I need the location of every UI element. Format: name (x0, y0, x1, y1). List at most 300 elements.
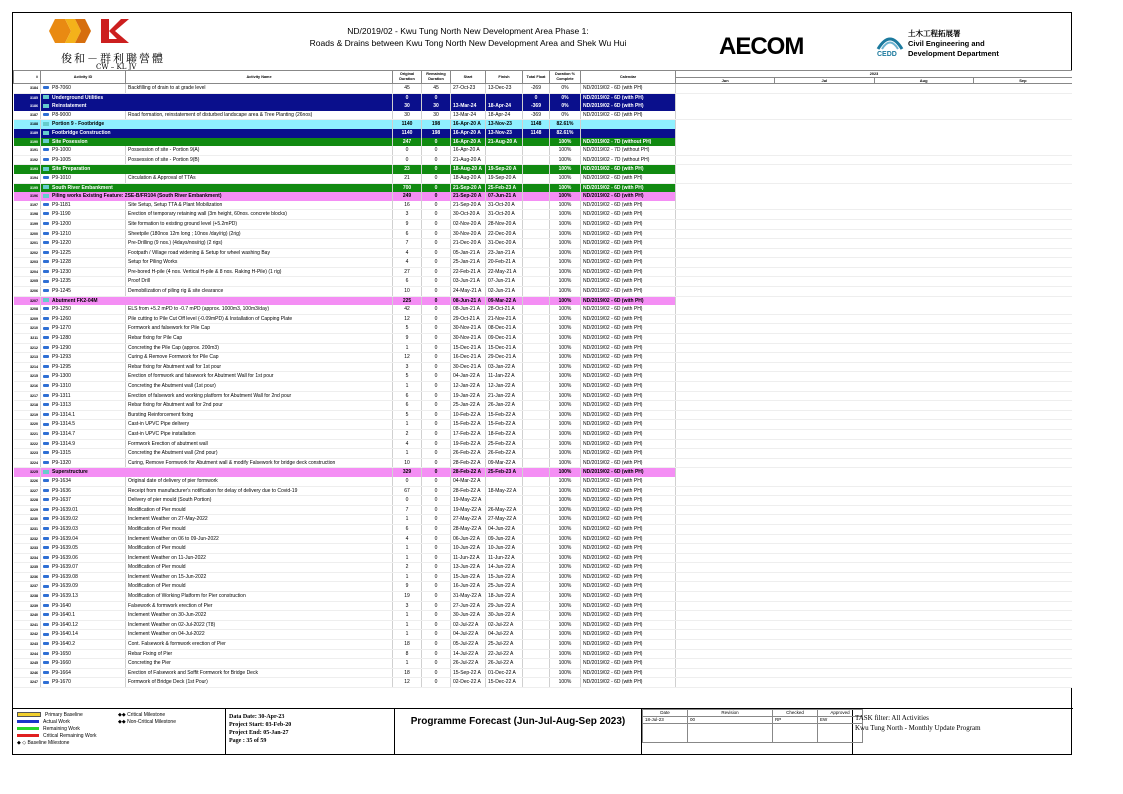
table-row[interactable] (14, 362, 1073, 372)
finish-date: 18-Apr-24 (486, 102, 523, 111)
activity-name: Pile cutting to Pile Cut Off level (-0.09mPD) & Installation of Capping Plate (126, 314, 393, 324)
calendar: ND/2019/02 - 6D (with PH) (581, 544, 676, 554)
noncritical-milestone-icon: ◆◆ (118, 719, 128, 725)
total-float (523, 219, 550, 229)
document-page (12, 12, 1072, 755)
percent-complete: 100% (550, 640, 581, 650)
table-row[interactable] (14, 324, 1073, 334)
remaining-duration: 0 (422, 505, 451, 515)
start-date: 08-Jun-21 A (451, 305, 486, 314)
activity-id-text: P9-1315 (52, 450, 71, 457)
table-row[interactable] (14, 129, 1073, 138)
remaining-duration: 0 (422, 524, 451, 534)
activity-id-text: P9-1314.9 (52, 440, 76, 447)
start-date: 15-Feb-22 A (451, 420, 486, 430)
table-row[interactable] (14, 592, 1073, 602)
activity-name: Curing, Remove Formwork for Abutment wall & modify Falsework for bridge deck construction (126, 458, 393, 468)
table-row[interactable] (14, 477, 1073, 486)
rev-header-date: Date (643, 710, 688, 717)
table-row[interactable] (14, 219, 1073, 229)
table-row[interactable] (14, 668, 1073, 678)
calendar: ND/2019/02 - 6D (with PH) (581, 287, 676, 297)
table-row[interactable] (14, 544, 1073, 554)
table-row[interactable] (14, 659, 1073, 669)
finish-date: 15-Jun-22 A (486, 572, 523, 582)
gantt-cell (676, 592, 1073, 602)
table-row[interactable] (14, 468, 1073, 477)
activity-name: Footpath / Village road widening & Setup for wheel washing Bay (126, 248, 393, 258)
gantt-cell (676, 429, 1073, 439)
finish-date: 20-Feb-21 A (486, 258, 523, 268)
col-header-start[interactable]: Start (451, 71, 486, 84)
remaining-duration: 0 (422, 544, 451, 554)
finish-date: 21-Nov-21 A (486, 314, 523, 324)
table-row[interactable] (14, 138, 1073, 147)
table-row[interactable] (14, 563, 1073, 573)
table-row[interactable] (14, 277, 1073, 287)
calendar: ND/2019/02 - 6D (with PH) (581, 353, 676, 363)
start-date: 11-Jun-22 A (451, 553, 486, 563)
legend-bars (17, 712, 97, 747)
remaining-duration: 0 (422, 659, 451, 669)
page-number: Page : 35 of 59 (229, 738, 267, 744)
row-number: 3246 (14, 668, 41, 678)
finish-date: 19-Sep-20 A (486, 165, 523, 174)
finish-date: 15-Feb-22 A (486, 420, 523, 430)
activity-icon (43, 413, 49, 416)
percent-complete: 100% (550, 439, 581, 449)
activity-icon (43, 642, 49, 645)
activity-id-text: Footbridge Construction (52, 129, 111, 136)
start-date: 28-Feb-22 A (451, 486, 486, 496)
table-row[interactable] (14, 601, 1073, 611)
table-row[interactable] (14, 84, 1073, 94)
col-header-activity-id[interactable]: Activity ID (41, 71, 126, 84)
gantt-cell (676, 620, 1073, 630)
table-row[interactable] (14, 102, 1073, 111)
title-line-2: Roads & Drains between Kwu Tong North New Development Area and Shek Wu Hui (309, 38, 627, 48)
remaining-duration: 0 (422, 420, 451, 430)
table-row[interactable] (14, 553, 1073, 563)
finish-date: 11-Jun-22 A (486, 553, 523, 563)
calendar: ND/2019/02 - 7D (without PH) (581, 146, 676, 155)
activity-id-text: Reinstatement (52, 103, 87, 110)
table-row[interactable] (14, 239, 1073, 249)
total-float (523, 620, 550, 630)
percent-complete: 100% (550, 258, 581, 268)
col-header-remaining-duration[interactable]: Remaining Duration (422, 71, 451, 84)
table-row[interactable] (14, 343, 1073, 353)
activity-icon (43, 327, 49, 330)
table-row[interactable] (14, 93, 1073, 102)
col-header-calendar[interactable]: Calendar (581, 71, 676, 84)
gantt-cell (676, 410, 1073, 420)
table-row[interactable] (14, 439, 1073, 449)
activity-id (41, 120, 393, 129)
remaining-duration: 0 (422, 382, 451, 392)
activity-name: ELS from +5.2 mPD to -0.7 mPD (approx. 1000m3, 100m3/day) (126, 305, 393, 314)
activity-name: Inclement Weather on 30-Jun-2022 (126, 611, 393, 621)
total-float (523, 468, 550, 477)
calendar: ND/2019/02 - 7D (without PH) (581, 138, 676, 147)
gantt-cell (676, 334, 1073, 344)
row-number: 3198 (14, 210, 41, 220)
cedd-english-1: Civil Engineering and (908, 39, 985, 48)
remaining-duration: 0 (422, 601, 451, 611)
table-row[interactable] (14, 155, 1073, 165)
activity-icon (43, 546, 49, 549)
col-header-total-float[interactable]: Total Float (523, 71, 550, 84)
table-row[interactable] (14, 458, 1073, 468)
percent-complete: 100% (550, 146, 581, 155)
finish-date: 07-Jun-21 A (486, 277, 523, 287)
activity-name: Modification of Working Platform for Pier construction (126, 592, 393, 602)
original-duration: 247 (393, 138, 422, 147)
gantt-cell (676, 296, 1073, 305)
calendar: ND/2019/02 - 6D (with PH) (581, 219, 676, 229)
remaining-duration: 0 (422, 305, 451, 314)
total-float (523, 305, 550, 314)
total-float (523, 324, 550, 334)
total-float (523, 201, 550, 210)
total-float (523, 210, 550, 220)
calendar: ND/2019/02 - 6D (with PH) (581, 343, 676, 353)
calendar: ND/2019/02 - 6D (with PH) (581, 630, 676, 640)
start-date: 05-Jan-21 A (451, 248, 486, 258)
table-row[interactable] (14, 382, 1073, 392)
total-float (523, 401, 550, 411)
original-duration: 21 (393, 174, 422, 183)
table-row[interactable] (14, 174, 1073, 183)
activity-name: Bursting Reinforcement fixing (126, 410, 393, 420)
finish-date: 26-May-22 A (486, 505, 523, 515)
calendar: ND/2019/02 - 6D (with PH) (581, 401, 676, 411)
calendar: ND/2019/02 - 6D (with PH) (581, 429, 676, 439)
col-header-percent-complete[interactable]: Duration % Complete (550, 71, 581, 84)
activity-id (41, 477, 126, 486)
activity-id (41, 468, 393, 477)
activity-id (41, 267, 126, 277)
activity-icon (43, 158, 49, 161)
activity-id (41, 649, 126, 659)
row-number: 3213 (14, 353, 41, 363)
row-number: 3243 (14, 640, 41, 650)
original-duration: 18 (393, 668, 422, 678)
gantt-cell (676, 102, 1073, 111)
gantt-cell (676, 601, 1073, 611)
table-row[interactable] (14, 611, 1073, 621)
activity-icon (43, 270, 49, 273)
gantt-cell (676, 165, 1073, 174)
total-float (523, 239, 550, 249)
calendar: ND/2019/02 - 6D (with PH) (581, 93, 676, 102)
table-row[interactable] (14, 267, 1073, 277)
col-header-activity-name[interactable]: Activity Name (126, 71, 393, 84)
remaining-duration: 0 (422, 174, 451, 183)
remaining-duration: 0 (422, 362, 451, 372)
table-row[interactable] (14, 248, 1073, 258)
activity-id-text: P9-1639.13 (52, 593, 78, 600)
finish-date: 26-Jan-22 A (486, 401, 523, 411)
col-header-original-duration[interactable]: Original Duration (393, 71, 422, 84)
table-row[interactable] (14, 201, 1073, 210)
table-row[interactable] (14, 534, 1073, 544)
activity-name: Rebar fixing for Pile Cap (126, 334, 393, 344)
table-row[interactable] (14, 120, 1073, 129)
remaining-duration: 0 (422, 649, 451, 659)
activity-icon (43, 307, 49, 310)
remaining-duration: 0 (422, 146, 451, 155)
start-date: 04-Mar-22 A (451, 477, 486, 486)
activity-icon (43, 176, 49, 179)
gantt-cell (676, 668, 1073, 678)
finish-date: 19-Sep-20 A (486, 174, 523, 183)
activity-id-text: P9-1636 (52, 487, 71, 494)
rev-checked: RP (773, 717, 818, 724)
calendar: ND/2019/02 - 6D (with PH) (581, 649, 676, 659)
activity-id-text: P9-1290 (52, 344, 71, 351)
finish-date: 31-Oct-20 A (486, 201, 523, 210)
gantt-cell (676, 248, 1073, 258)
rev-approved: EW (818, 717, 863, 724)
activity-icon (43, 451, 49, 454)
total-float (523, 382, 550, 392)
remaining-duration: 0 (422, 410, 451, 420)
table-row[interactable] (14, 496, 1073, 506)
original-duration: 1 (393, 611, 422, 621)
percent-complete: 100% (550, 324, 581, 334)
gantt-cell (676, 420, 1073, 430)
activity-icon (43, 652, 49, 655)
table-row[interactable] (14, 410, 1073, 420)
activity-id-text: P9-1190 (52, 211, 71, 218)
table-row[interactable] (14, 486, 1073, 496)
activity-id-text: P9-1670 (52, 679, 71, 686)
col-header-finish[interactable]: Finish (486, 71, 523, 84)
activity-id (41, 296, 393, 305)
total-float (523, 296, 550, 305)
aecom-logo: AECOM (719, 33, 804, 60)
gantt-cell (676, 372, 1073, 382)
finish-date: 22-Jul-22 A (486, 649, 523, 659)
table-row[interactable] (14, 287, 1073, 297)
table-row[interactable] (14, 165, 1073, 174)
activity-id (41, 93, 393, 102)
start-date: 21-Sep-20 A (451, 192, 486, 201)
finish-date: 23-Jan-21 A (486, 248, 523, 258)
activity-name: Formwork Erection of abutment wall (126, 439, 393, 449)
timescale-months (676, 78, 1072, 83)
table-row[interactable] (14, 505, 1073, 515)
table-row[interactable] (14, 305, 1073, 314)
percent-complete: 100% (550, 572, 581, 582)
total-float: -369 (523, 111, 550, 120)
gantt-cell (676, 524, 1073, 534)
remaining-duration: 0 (422, 334, 451, 344)
table-row[interactable] (14, 353, 1073, 363)
start-date: 27-May-22 A (451, 515, 486, 525)
start-date: 10-Feb-22 A (451, 410, 486, 420)
table-row[interactable] (14, 401, 1073, 411)
table-row[interactable] (14, 515, 1073, 525)
gantt-cell (676, 192, 1073, 201)
start-date: 30-Jun-22 A (451, 611, 486, 621)
table-row[interactable] (14, 649, 1073, 659)
remaining-duration: 0 (422, 468, 451, 477)
remaining-duration: 0 (422, 296, 451, 305)
table-row[interactable] (14, 620, 1073, 630)
gantt-cell (676, 572, 1073, 582)
start-date: 17-Feb-22 A (451, 429, 486, 439)
finish-date: 01-Dec-22 A (486, 668, 523, 678)
row-number: 3218 (14, 401, 41, 411)
table-row[interactable] (14, 572, 1073, 582)
activity-id (41, 129, 393, 138)
table-row[interactable] (14, 420, 1073, 430)
cedd-chinese: 土木工程拓展署 (908, 29, 961, 38)
percent-complete: 100% (550, 505, 581, 515)
remaining-duration: 0 (422, 314, 451, 324)
start-date: 15-Sep-22 A (451, 668, 486, 678)
finish-date: 09-Mar-22 A (486, 458, 523, 468)
calendar: ND/2019/02 - 6D (with PH) (581, 165, 676, 174)
activity-id (41, 544, 126, 554)
start-date: 30-Dec-21 A (451, 362, 486, 372)
legend-label: Critical Milestone (127, 712, 166, 718)
calendar: ND/2019/02 - 6D (with PH) (581, 372, 676, 382)
activity-id (41, 439, 126, 449)
activity-name: Rebar Fixing of Pier (126, 649, 393, 659)
finish-date: 14-Jun-22 A (486, 563, 523, 573)
table-row[interactable] (14, 314, 1073, 324)
activity-name: Concreting the Pile Cap (approx. 200m3) (126, 343, 393, 353)
table-row[interactable] (14, 229, 1073, 239)
calendar: ND/2019/02 - 6D (with PH) (581, 572, 676, 582)
calendar: ND/2019/02 - 6D (with PH) (581, 362, 676, 372)
table-row[interactable] (14, 524, 1073, 534)
timescale-month: Jun (676, 78, 775, 83)
calendar: ND/2019/02 - 6D (with PH) (581, 515, 676, 525)
original-duration: 249 (393, 192, 422, 201)
activity-id (41, 155, 126, 165)
total-float (523, 267, 550, 277)
percent-complete: 100% (550, 659, 581, 669)
activity-id (41, 572, 126, 582)
activity-icon (43, 86, 49, 89)
start-date: 16-Apr-20 A (451, 146, 486, 155)
start-date: 27-Oct-23 (451, 84, 486, 94)
calendar: ND/2019/02 - 6D (with PH) (581, 449, 676, 459)
table-row[interactable] (14, 429, 1073, 439)
activity-icon (43, 594, 49, 597)
finish-date: 29-Jun-22 A (486, 601, 523, 611)
table-row[interactable] (14, 582, 1073, 592)
row-number: 3221 (14, 429, 41, 439)
total-float (523, 659, 550, 669)
calendar: ND/2019/02 - 6D (with PH) (581, 496, 676, 506)
start-date: 02-Dec-22 A (451, 678, 486, 688)
activity-id (41, 524, 126, 534)
table-row[interactable] (14, 296, 1073, 305)
table-row[interactable] (14, 678, 1073, 688)
activity-icon (43, 260, 49, 263)
finish-date: 28-Oct-21 A (486, 305, 523, 314)
total-float (523, 477, 550, 486)
cedd-english-2: Development Department (908, 49, 999, 58)
row-number: 3226 (14, 477, 41, 486)
start-date: 15-Jun-22 A (451, 572, 486, 582)
total-float (523, 572, 550, 582)
original-duration: 0 (393, 146, 422, 155)
start-date: 14-Jul-22 A (451, 649, 486, 659)
table-row[interactable] (14, 111, 1073, 120)
finish-date: 28-Nov-20 A (486, 219, 523, 229)
table-row[interactable] (14, 183, 1073, 192)
table-row[interactable] (14, 449, 1073, 459)
start-date: 28-Feb-22 A (451, 468, 486, 477)
table-row[interactable] (14, 146, 1073, 155)
percent-complete: 100% (550, 334, 581, 344)
table-row[interactable] (14, 640, 1073, 650)
activity-name: Receipt from manufacturer's notification for delay of delivery due to Covid-19 (126, 486, 393, 496)
table-row[interactable] (14, 210, 1073, 220)
activity-id-text: P9-1245 (52, 288, 71, 295)
col-header-number[interactable]: # (14, 71, 41, 84)
activity-id (41, 372, 126, 382)
gantt-cell (676, 449, 1073, 459)
percent-complete: 100% (550, 138, 581, 147)
table-row[interactable] (14, 391, 1073, 401)
activity-icon (43, 365, 49, 368)
activity-id (41, 582, 126, 592)
start-date: 18-Aug-20 A (451, 174, 486, 183)
finish-date: 31-Dec-20 A (486, 239, 523, 249)
finish-date: 09-Dec-21 A (486, 334, 523, 344)
percent-complete: 100% (550, 343, 581, 353)
table-row[interactable] (14, 258, 1073, 268)
activity-icon (43, 375, 49, 378)
row-number: 3230 (14, 515, 41, 525)
percent-complete: 0% (550, 93, 581, 102)
table-row[interactable] (14, 334, 1073, 344)
legend-label: Remaining Work (43, 726, 80, 732)
activity-id-text: P9-1639.02 (52, 516, 78, 523)
activity-id-text: P9-1260 (52, 315, 71, 322)
total-float (523, 601, 550, 611)
remaining-duration: 0 (422, 458, 451, 468)
activity-id-text: P9-1311 (52, 392, 71, 399)
table-row[interactable] (14, 372, 1073, 382)
activity-id-text: P9-1010 (52, 174, 71, 181)
original-duration: 23 (393, 165, 422, 174)
start-date: 16-Apr-20 A (451, 120, 486, 129)
remaining-duration: 30 (422, 111, 451, 120)
table-row[interactable] (14, 192, 1073, 201)
activity-id (41, 630, 126, 640)
table-row[interactable] (14, 630, 1073, 640)
gantt-cell (676, 353, 1073, 363)
original-duration: 12 (393, 353, 422, 363)
jv-chinese-name: 俊和－群利聯營體 (61, 52, 165, 65)
finish-date: 25-Feb-22 A (486, 439, 523, 449)
percent-complete: 0% (550, 102, 581, 111)
start-date: 30-Nov-20 A (451, 229, 486, 239)
start-date: 16-Jun-22 A (451, 582, 486, 592)
start-date: 24-May-21 A (451, 287, 486, 297)
rev-header-checked: Checked (773, 710, 818, 717)
activity-id (41, 563, 126, 573)
calendar: ND/2019/02 - 6D (with PH) (581, 84, 676, 94)
